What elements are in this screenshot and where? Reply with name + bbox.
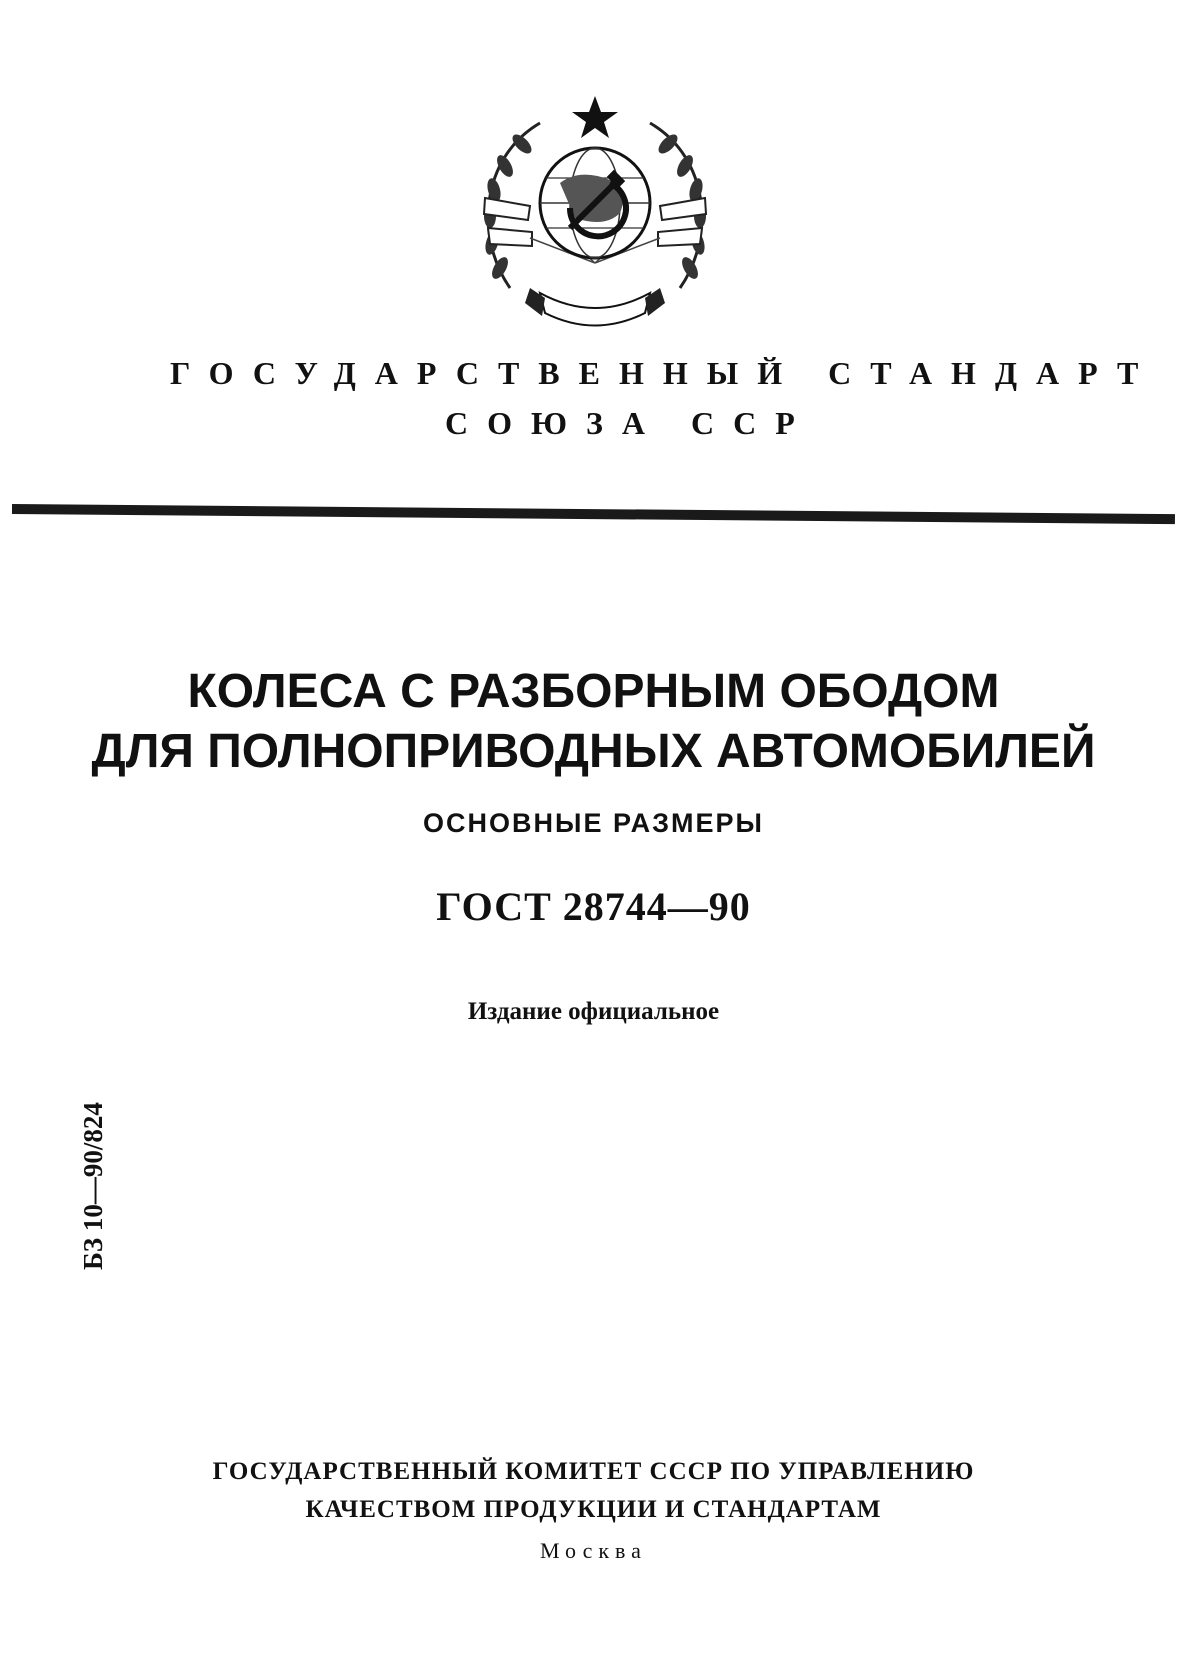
document-title-line1: КОЛЕСА С РАЗБОРНЫМ ОБОДОМ xyxy=(187,665,1000,718)
publisher-line2: КАЧЕСТВОМ ПРОДУКЦИИ И СТАНДАРТАМ xyxy=(305,1496,882,1523)
header-state-standard: ГОСУДАРСТВЕННЫЙ СТАНДАРТ xyxy=(170,355,1158,391)
document-title-line2: ДЛЯ ПОЛНОПРИВОДНЫХ АВТОМОБИЛЕЙ xyxy=(91,725,1096,778)
publisher-city: Москва xyxy=(540,1538,647,1563)
edition-label: Издание официальное xyxy=(467,998,720,1025)
standard-number: ГОСТ 28744—90 xyxy=(436,884,751,929)
horizontal-rule xyxy=(12,504,1175,524)
header-ussr: СОЮЗА ССР xyxy=(445,405,814,441)
side-catalog-code: БЗ 10—90/824 xyxy=(78,1102,108,1270)
document-subtitle: ОСНОВНЫЕ РАЗМЕРЫ xyxy=(423,808,764,838)
publisher-line1: ГОСУДАРСТВЕННЫЙ КОМИТЕТ СССР ПО УПРАВЛЕНИЮ xyxy=(212,1458,975,1485)
ussr-coat-of-arms-icon xyxy=(470,88,720,338)
